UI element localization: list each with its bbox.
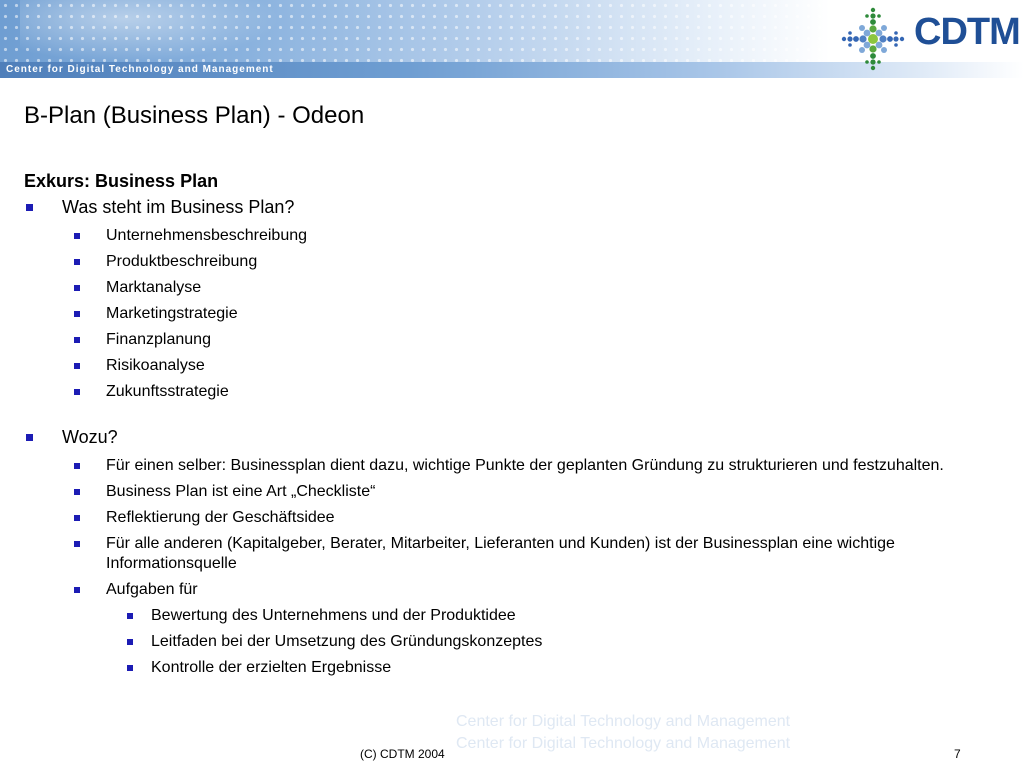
bullet-level1 [24,194,999,220]
square-bullet-icon [74,363,80,369]
square-bullet-icon [74,587,80,593]
bullet-level3 [24,606,999,626]
bullet-level2 [24,580,999,600]
bullet-text: Finanzplanung [106,331,211,348]
bullet-level2 [24,382,999,402]
bullet-level2 [24,278,999,298]
bullet-level2 [24,252,999,272]
logo-text: CDTM [914,11,1020,53]
banner-glow [20,0,280,62]
spacer [24,402,999,424]
square-bullet-icon [74,541,80,547]
bullet-level2 [24,508,999,528]
bullet-level2 [24,304,999,324]
bullet-level3 [24,632,999,652]
slide-title: B-Plan (Business Plan) - Odeon [24,102,365,129]
bullet-level2 [24,456,999,476]
square-bullet-icon [74,489,80,495]
bullet-level2 [24,482,999,502]
bullet-text: Kontrolle der erzielten Ergebnisse [151,659,392,676]
square-bullet-icon [74,285,80,291]
bullet-level2 [24,534,999,574]
square-bullet-icon [74,389,80,395]
footer-watermark: Center for Digital Technology and Management [456,735,791,752]
header-banner [0,0,1024,78]
bullet-text: Reflektierung der Geschäftsidee [106,509,335,526]
bullet-level1 [24,424,999,450]
bullet-text: Leitfaden bei der Umsetzung des Gründungskonzeptes [151,633,543,650]
bullet-text: Für alle anderen (Kapitalgeber, Berater, Mitarbeiter, Lieferanten und Kunden) ist der Businessplan eine wichtige Informationsquelle [106,535,895,572]
bullet-text: Risikoanalyse [106,357,205,374]
page-number: 7 [954,747,961,761]
banner-tagline: Center for Digital Technology and Management [6,64,274,75]
square-bullet-icon [26,204,33,211]
bullet-text: Aufgaben für [106,581,198,598]
bullet-level2 [24,226,999,246]
cdtm-logo-icon [840,6,906,72]
square-bullet-icon [74,463,80,469]
bullet-text: Wozu? [62,427,118,447]
bullet-text: Unternehmensbeschreibung [106,227,308,244]
bullet-text: Marktanalyse [106,279,202,296]
bullet-text: Für einen selber: Businessplan dient dazu, wichtige Punkte der geplanten Gründung zu strukturieren und festzuhalten. [106,457,944,474]
square-bullet-icon [127,639,133,645]
section-heading: Exkurs: Business Plan [24,171,219,191]
bullet-level2 [24,356,999,376]
bullet-text: Was steht im Business Plan? [62,197,295,217]
footer-copyright: (C) CDTM 2004 [360,747,445,761]
bullet-level2 [24,330,999,350]
square-bullet-icon [74,259,80,265]
slide-content [24,168,999,678]
bullet-level3 [24,658,999,678]
square-bullet-icon [74,233,80,239]
square-bullet-icon [26,434,33,441]
bullet-text: Zukunftsstrategie [106,383,229,400]
bullet-text: Produktbeschreibung [106,253,258,270]
square-bullet-icon [127,613,133,619]
bullet-text: Bewertung des Unternehmens und der Produktidee [151,607,516,624]
bullet-text: Business Plan ist eine Art „Checkliste“ [106,483,376,500]
square-bullet-icon [74,337,80,343]
square-bullet-icon [74,311,80,317]
square-bullet-icon [74,515,80,521]
bullet-text: Marketingstrategie [106,305,238,322]
square-bullet-icon [127,665,133,671]
footer-watermark: Center for Digital Technology and Management [456,713,791,730]
